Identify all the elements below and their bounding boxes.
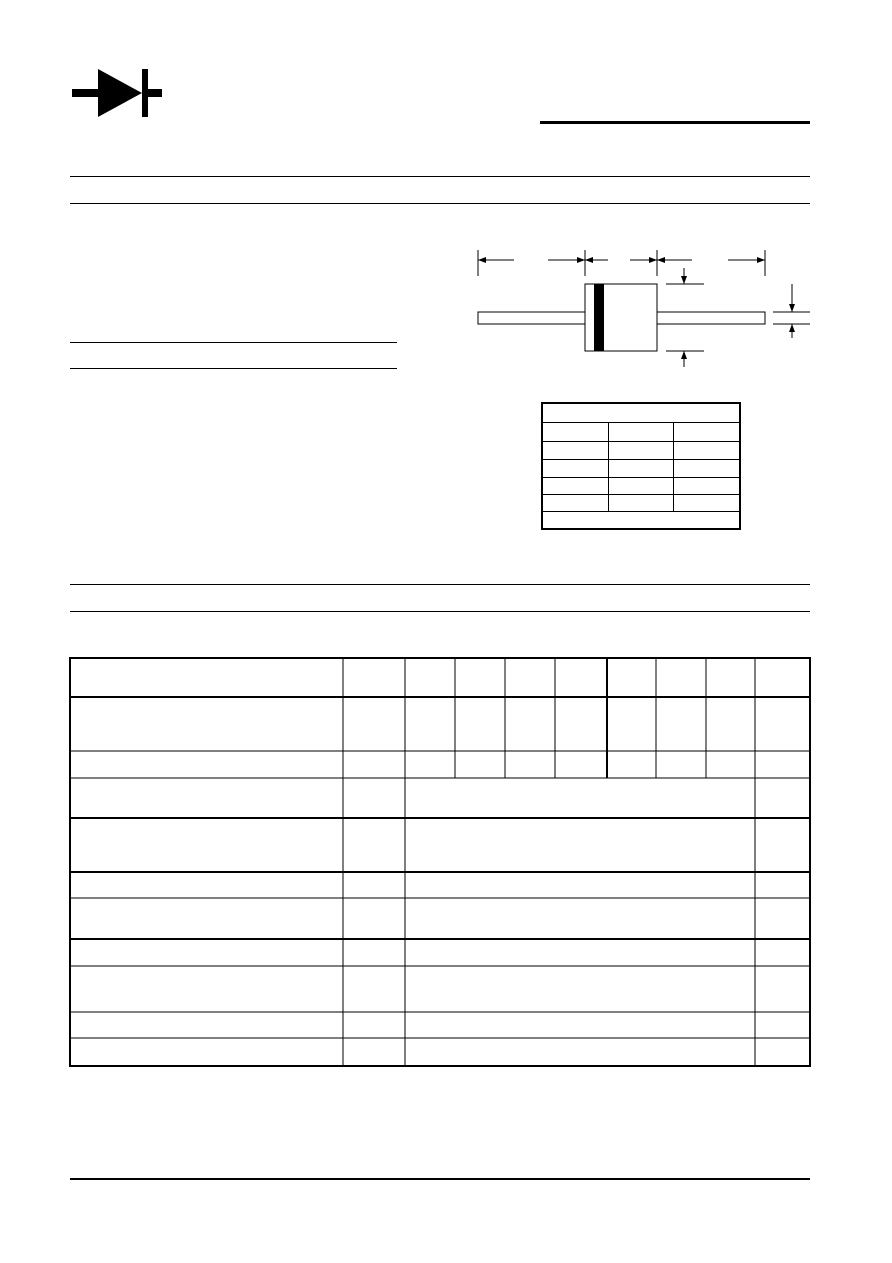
table-cell xyxy=(608,423,673,441)
table-cell xyxy=(674,459,739,477)
table-row xyxy=(543,423,739,441)
table-cell xyxy=(608,477,673,494)
dimension-table-header xyxy=(543,404,739,423)
table-cell xyxy=(608,441,673,459)
part-number-rule xyxy=(540,121,810,124)
table-cell xyxy=(608,459,673,477)
table-cell xyxy=(674,494,739,511)
table-cell xyxy=(543,459,608,477)
diode-symbol-icon xyxy=(70,66,164,120)
title-band-top-rule xyxy=(70,176,810,177)
table-cell xyxy=(608,494,673,511)
footer-rule xyxy=(70,1178,810,1180)
table-cell xyxy=(543,441,608,459)
dimension-table xyxy=(541,402,741,530)
table-row xyxy=(543,441,739,459)
package-outline-drawing xyxy=(470,240,810,375)
table-row xyxy=(543,494,739,511)
section-heading-bottom-rule xyxy=(70,368,397,369)
table-cell xyxy=(543,423,608,441)
dimension-table-grid xyxy=(543,423,739,512)
ratings-table-grid xyxy=(71,659,809,1065)
table-cell xyxy=(674,441,739,459)
ratings-heading-top-rule xyxy=(70,584,810,585)
logo xyxy=(70,66,164,120)
table-row xyxy=(543,459,739,477)
table-cell xyxy=(674,423,739,441)
table-cell xyxy=(543,494,608,511)
package-outline-svg xyxy=(470,240,810,375)
table-cell xyxy=(674,477,739,494)
table-row xyxy=(543,477,739,494)
ratings-heading-bottom-rule xyxy=(70,611,810,612)
ratings-table xyxy=(69,657,811,1067)
title-band-bottom-rule xyxy=(70,203,810,204)
table-cell xyxy=(543,477,608,494)
section-heading-top-rule xyxy=(70,342,397,343)
